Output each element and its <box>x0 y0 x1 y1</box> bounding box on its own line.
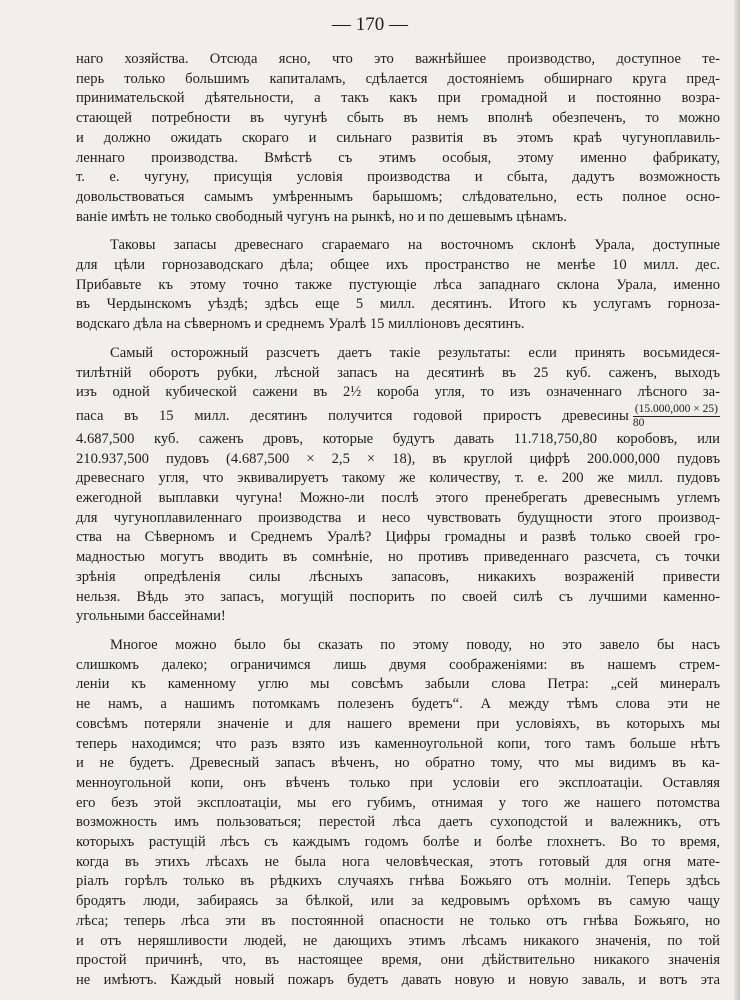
text-line: зрѣнія опредѣленія силы лѣсныхъ запасовъ, никакихъ возраженій привести <box>76 568 720 585</box>
paragraph-3 <box>76 344 720 627</box>
text-line: ваніе имѣть не только свободный чугунъ на рынкѣ, но и по дешевымъ цѣнамъ. <box>76 208 567 225</box>
text-line: леннаго производства. Вмѣстѣ съ этимъ особыя, этому именно фабрикату, <box>76 149 720 166</box>
text-line: теперь находимся; что разъ взято изъ каменноугольной копи, того тамъ больше нѣтъ <box>76 735 720 752</box>
text-line: лѣса; теперь лѣса эти въ постоянной опасности не только отъ гнѣва Божьяго, но <box>76 912 720 929</box>
text-line: которыхъ растущій лѣсъ съ каждымъ годомъ болѣе и болѣе глохнетъ. Во то время, <box>76 834 720 851</box>
text-line: въ Чердынскомъ уѣздѣ; здѣсь еще 5 милл. десятинъ. Итого къ услугамъ горноза- <box>76 296 720 313</box>
text-line: мадностью могутъ вводить въ сомнѣніе, но противъ приведеннаго разсчета, съ точки <box>76 549 720 566</box>
text-line: Прибавьте къ этому точно также пустующіе лѣса западнаго склона Урала, именно <box>76 276 720 293</box>
text-line: т. е. чугуну, присущія условія производства и сбыта, дадутъ возможность <box>76 169 720 186</box>
text-line: перь только большимъ капиталамъ, сдѣлается достояніемъ обширнаго круга пред- <box>76 70 720 87</box>
fraction-numerator: (15.000,000 × 25) <box>634 402 718 415</box>
text-line: Многое можно было бы сказать по этому поводу, но это завело бы насъ <box>110 636 720 653</box>
paragraph-2 <box>76 236 720 335</box>
text-line: совсѣмъ потеряли значеніе и для нашего времени при условіяхъ, въ которыхъ мы <box>76 715 720 732</box>
text-line: Самый осторожный разсчетъ даетъ такіе результаты: если принять восьмидеся- <box>110 344 720 361</box>
text-line: леніи къ каменному углю мы совсѣмъ забыли слова Петра: „сей минералъ <box>76 676 720 693</box>
text-line: Таковы запасы древеснаго сгараемаго на восточномъ склонѣ Урала, доступные <box>110 237 720 254</box>
paragraph-4 <box>76 636 720 991</box>
text-line: слишкомъ далеко; ограничимся лишь двумя соображеніями: въ нашемъ стрем- <box>76 656 720 673</box>
text-line: и отъ неряшливости людей, не дающихъ этимъ лѣсамъ никакого значенія, по той <box>76 932 720 949</box>
growth-fraction <box>633 403 720 430</box>
text-line: менноугольной копи, онъ вѣченъ только при условіи его эксплоатаціи. Оставляя <box>76 774 720 791</box>
fraction-line-text: паса въ 15 милл. десятинъ получится годовой приростъ древесины <box>76 407 629 424</box>
text-line: 4.687,500 куб. саженъ дровъ, которые будутъ давать 11.718,750,80 коробовъ, или <box>76 430 720 447</box>
text-line: не имѣютъ. Каждый новый пожаръ будетъ давать новую и новую заваль, и вотъ эта <box>76 971 720 988</box>
page-number: — 170 — <box>332 14 408 35</box>
text-line: угольными бассейнами! <box>76 608 226 625</box>
text-line: его безъ этой эксплоатаціи, мы его губимъ, отнимая у того же нашего потомства <box>76 794 720 811</box>
text-line: бродятъ люди, забираясь за бѣлкой, или за кедровымъ орѣхомъ въ самую чащу <box>76 893 720 910</box>
text-line: и должно ожидать скораго и сильнаго развитія въ этомъ краѣ чугуноплавиль- <box>76 129 720 146</box>
text-line: и не будетъ. Древесный запасъ вѣченъ, но обратно тому, что мы видимъ въ ка- <box>76 755 720 772</box>
fraction-denominator: 80 <box>632 416 645 429</box>
text-line: для чугуноплавиленнаго производства и несо чувствовать будущности этого производ- <box>76 509 720 526</box>
text-line: ства на Сѣверномъ и Среднемъ Уралѣ? Цифры громадны и развѣ только своей гро- <box>76 529 720 546</box>
text-line: когда въ этихъ лѣсахъ не была нога человѣческая, этотъ готовый для огня мате- <box>76 853 720 870</box>
text-line: не намъ, а нашимъ потомкамъ полезенъ будетъ“. А между тѣмъ слова эти не <box>76 696 720 713</box>
text-line: простой причинѣ, что, въ настоящее время, они дѣйствительно никакого значенія <box>76 952 720 969</box>
text-line: изъ одной кубической сажени въ 2½ короба угля, то изъ означеннаго лѣсного за- <box>76 384 720 401</box>
body-text <box>76 50 720 1000</box>
text-line: наго хозяйства. Отсюда ясно, что это важнѣйшее производство, доступное те- <box>76 51 720 67</box>
text-line: довольствоваться самымъ умѣреннымъ барышомъ; слѣдовательно, есть полное осно- <box>76 188 720 205</box>
text-line: принимательской дѣятельности, а такъ какъ при громадной и постоянно возра- <box>76 90 720 107</box>
text-line: водскаго дѣла на сѣверномъ и среднемъ Уралѣ 15 милліоновъ десятинъ. <box>76 316 525 333</box>
text-line: древеснаго угля, что эквивалируетъ такому же количеству, т. е. 200 же милл. пудовъ <box>76 470 720 487</box>
text-line: нельзя. Вѣдь это запасъ, могущій поспорить по своей силѣ съ лучшими каменно- <box>76 588 720 605</box>
text-line-with-fraction <box>76 403 720 430</box>
text-line: для цѣли горнозаводскаго дѣла; общее ихъ пространство не менѣе 10 милл. дес. <box>76 257 720 274</box>
text-line: возможность имъ пользоваться; перестой лѣса даетъ сухоподстой и валежникъ, отъ <box>76 814 720 831</box>
paragraph-1 <box>76 50 720 227</box>
text-line: стающей потребности въ чугунѣ сбыть въ немъ вполнѣ обезпеченъ, то можно <box>76 110 720 127</box>
text-line: ріалъ горѣлъ только въ рѣдкихъ случаяхъ гнѣва Божьяго отъ молніи. Теперь здѣсь <box>76 873 720 890</box>
text-line: тилѣтній оборотъ рубки, лѣсной запасъ на десятинѣ въ 25 куб. саженъ, выходъ <box>76 364 720 381</box>
text-line: 210.937,500 пудовъ (4.687,500 × 2,5 × 18), въ круглой цифрѣ 200.000,000 пудовъ <box>76 450 720 467</box>
text-line: ежегодной выплавки чугуна! Можно-ли послѣ этого пренебрегать древеснымъ углемъ <box>76 490 720 507</box>
